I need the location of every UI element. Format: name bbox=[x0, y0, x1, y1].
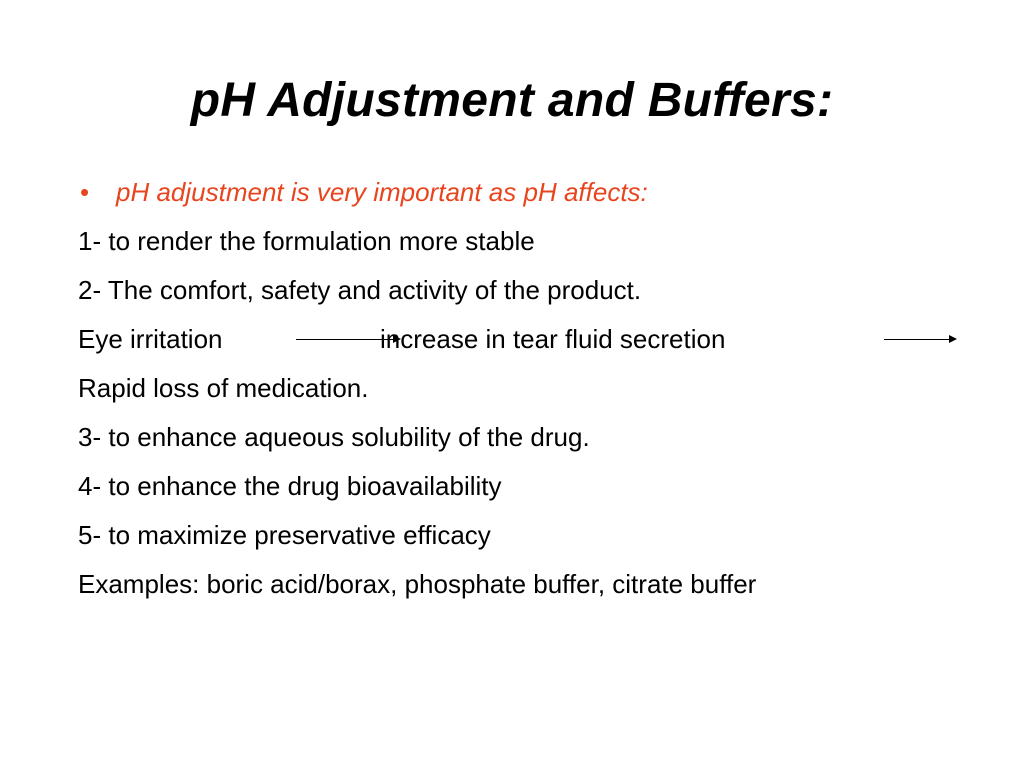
tear-secretion-text: increase in tear fluid secretion bbox=[380, 324, 726, 354]
bullet-marker: • bbox=[80, 177, 90, 207]
bullet-text: pH adjustment is very important as pH affects: bbox=[116, 177, 648, 207]
body-line-examples: Examples: boric acid/borax, phosphate buffer, citrate buffer bbox=[78, 569, 757, 599]
body-line-3: 3- to enhance aqueous solubility of the drug. bbox=[78, 422, 590, 452]
body-line-2: 2- The comfort, safety and activity of the product. bbox=[78, 275, 642, 305]
bullet-item bbox=[78, 168, 998, 217]
body-line-1: 1- to render the formulation more stable bbox=[78, 226, 535, 256]
slide-title: pH Adjustment and Buffers: bbox=[190, 74, 834, 127]
slide-body bbox=[78, 168, 998, 609]
body-line-4: 4- to enhance the drug bioavailability bbox=[78, 471, 502, 501]
body-line-5: 5- to maximize preservative efficacy bbox=[78, 520, 491, 550]
eye-irritation-text: Eye irritation bbox=[78, 324, 223, 354]
eye-irritation-line bbox=[78, 315, 998, 364]
right-arrow-icon bbox=[884, 339, 950, 340]
body-line-rapid-loss: Rapid loss of medication. bbox=[78, 373, 369, 403]
